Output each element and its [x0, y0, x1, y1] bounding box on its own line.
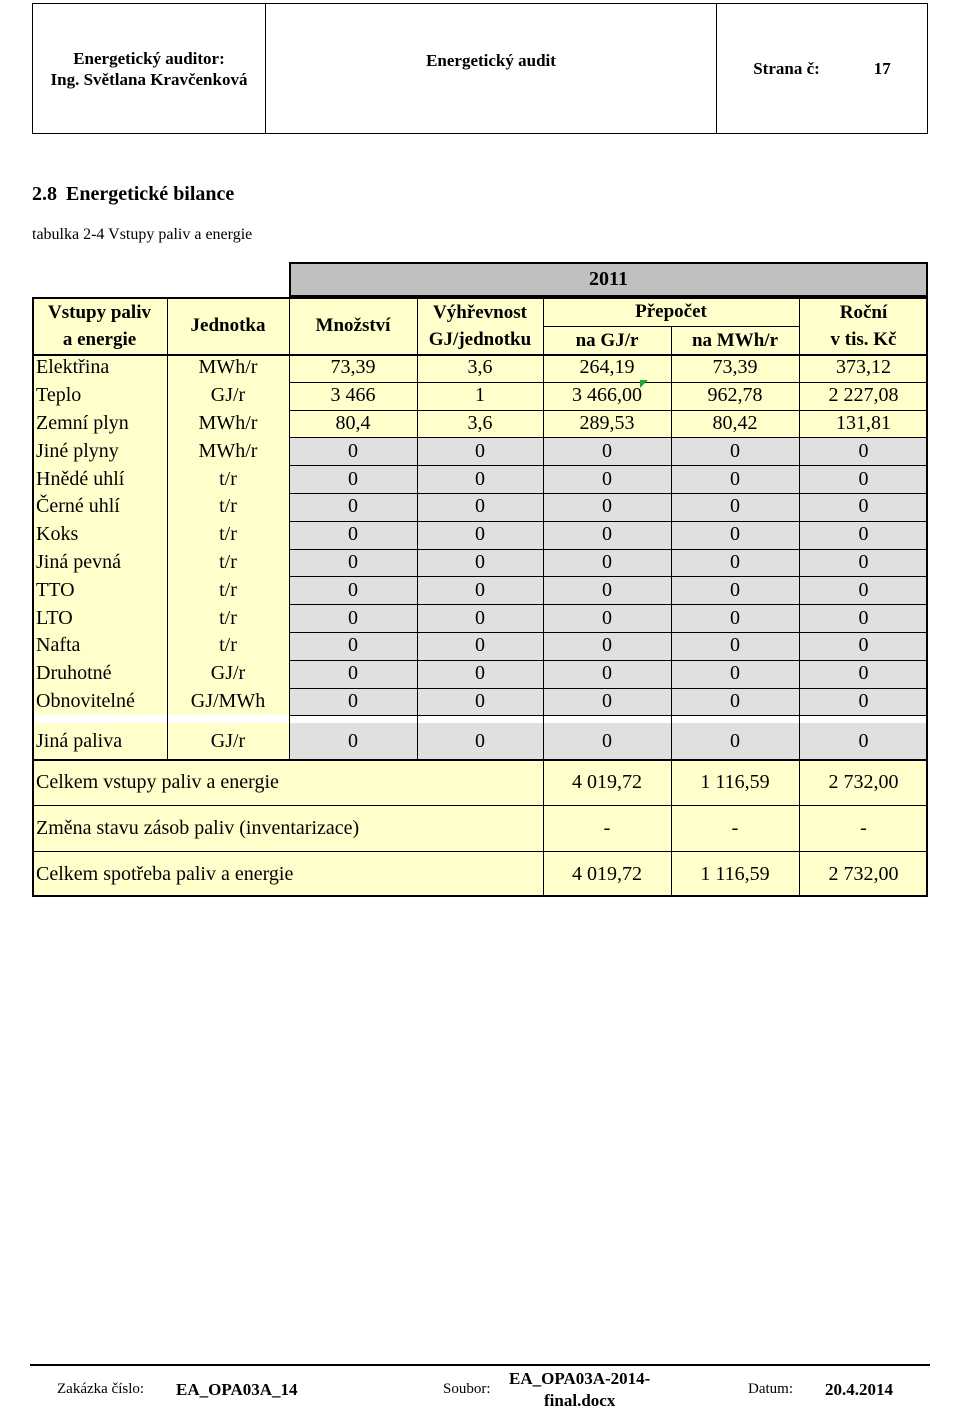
row-value: 0: [671, 576, 799, 604]
total-value: 1 116,59: [671, 851, 799, 897]
header-divider: [417, 297, 418, 354]
row-label: TTO: [32, 576, 167, 604]
total-value: -: [799, 805, 928, 851]
row-value: 0: [417, 632, 543, 660]
row-divider: [289, 521, 928, 522]
row-divider: [289, 715, 928, 716]
header-divider: [167, 297, 168, 354]
total-value: 2 732,00: [799, 759, 928, 805]
total-value: 2 732,00: [799, 851, 928, 897]
total-label: Celkem spotřeba paliv a energie: [32, 851, 543, 897]
row-value: 0: [799, 632, 928, 660]
row-value: 131,81: [799, 410, 928, 438]
row-value: 0: [543, 688, 671, 716]
row-unit: MWh/r: [167, 437, 289, 465]
col-header-mwh: na MWh/r: [671, 326, 799, 354]
row-value: 73,39: [289, 354, 417, 382]
footer-rule: [30, 1364, 930, 1366]
total-label: Celkem vstupy paliv a energie: [32, 759, 543, 805]
page-number: 17: [873, 59, 891, 78]
row-value: 0: [671, 437, 799, 465]
row-value: 0: [417, 688, 543, 716]
row-unit: t/r: [167, 521, 289, 549]
section-title: Energetické bilance: [66, 183, 235, 205]
auditor-label: Energetický auditor:: [73, 48, 225, 68]
row-value: 0: [543, 723, 671, 759]
row-value: 373,12: [799, 354, 928, 382]
row-value: 0: [289, 688, 417, 716]
row-value: 80,42: [671, 410, 799, 438]
row-value: 0: [289, 465, 417, 493]
total-value: 4 019,72: [543, 851, 671, 897]
row-unit: t/r: [167, 465, 289, 493]
col-header-annual-cost-line2: v tis. Kč: [830, 328, 897, 350]
row-value: 0: [671, 549, 799, 577]
row-divider: [289, 632, 928, 633]
row-value: 73,39: [671, 354, 799, 382]
row-unit: t/r: [167, 549, 289, 577]
col-header-calorific-line2: GJ/jednotku: [428, 328, 532, 350]
column-divider: [543, 759, 544, 897]
row-value: 2 227,08: [799, 382, 928, 410]
row-value: 0: [417, 465, 543, 493]
page-label: Strana č:: [753, 59, 820, 78]
row-value: 0: [543, 549, 671, 577]
header-divider: [671, 326, 672, 354]
row-value: 0: [671, 465, 799, 493]
row-value: 0: [799, 437, 928, 465]
row-value: 0: [671, 688, 799, 716]
row-value: 0: [289, 549, 417, 577]
row-value: 0: [289, 604, 417, 632]
footer-file-value-line1: EA_OPA03A-2014-: [509, 1369, 651, 1388]
col-header-annual-cost: [799, 297, 928, 354]
auditor-name: Ing. Světlana Kravčenková: [50, 69, 248, 89]
col-header-input: [32, 297, 167, 354]
row-label: Elektřina: [32, 354, 167, 382]
row-value: 3 466,00: [543, 382, 671, 410]
row-divider: [32, 851, 928, 852]
row-label: Druhotné: [32, 660, 167, 688]
row-label: Jiná pevná: [32, 549, 167, 577]
row-value: 0: [289, 493, 417, 521]
section-rule: [32, 759, 928, 761]
row-label: Koks: [32, 521, 167, 549]
row-value: 0: [671, 660, 799, 688]
row-value: 0: [417, 723, 543, 759]
row-value: 0: [417, 437, 543, 465]
row-divider: [289, 493, 928, 494]
cell-comment-marker: [640, 380, 648, 388]
column-divider: [799, 759, 800, 897]
row-value: 0: [417, 604, 543, 632]
total-value: -: [671, 805, 799, 851]
row-label: Jiné plyny: [32, 437, 167, 465]
row-divider: [289, 576, 928, 577]
col-header-conversion: Přepočet: [543, 297, 799, 326]
row-value: 0: [671, 632, 799, 660]
row-value: 0: [543, 437, 671, 465]
table-border: [32, 297, 34, 897]
row-value: 0: [543, 493, 671, 521]
row-value: 0: [799, 723, 928, 759]
row-divider: [289, 549, 928, 550]
row-label: Nafta: [32, 632, 167, 660]
row-label: Černé uhlí: [32, 493, 167, 521]
row-divider: [289, 382, 928, 383]
column-divider: [289, 354, 290, 759]
energy-input-table: [32, 262, 928, 898]
row-value: 0: [799, 465, 928, 493]
row-value: 0: [543, 465, 671, 493]
table-border: [32, 895, 928, 897]
col-header-unit: Jednotka: [167, 297, 289, 354]
column-divider: [671, 759, 672, 897]
row-unit: GJ/r: [167, 723, 289, 759]
col-header-quantity: Množství: [289, 297, 417, 354]
row-value: 1: [417, 382, 543, 410]
row-value: 0: [799, 688, 928, 716]
header-divider: [543, 326, 799, 327]
footer-order-label: Zakázka číslo:: [57, 1381, 145, 1397]
document-title: Energetický audit: [426, 51, 556, 70]
col-header-gj: na GJ/r: [543, 326, 671, 354]
row-unit: MWh/r: [167, 354, 289, 382]
row-unit: MWh/r: [167, 410, 289, 438]
page-number-block: [717, 4, 927, 133]
row-value: 80,4: [289, 410, 417, 438]
total-value: -: [543, 805, 671, 851]
row-divider: [289, 604, 928, 605]
row-value: 0: [543, 632, 671, 660]
row-divider: [289, 688, 928, 689]
row-value: 0: [543, 660, 671, 688]
row-value: 0: [289, 632, 417, 660]
row-divider: [289, 660, 928, 661]
row-divider: [289, 465, 928, 466]
row-value: 289,53: [543, 410, 671, 438]
section-number: 2.8: [32, 183, 57, 205]
footer-order-value: EA_OPA03A_14: [176, 1380, 298, 1399]
row-value: 0: [543, 576, 671, 604]
header-divider: [799, 297, 800, 354]
total-value: 1 116,59: [671, 759, 799, 805]
page-header: [32, 3, 928, 134]
row-value: 3,6: [417, 354, 543, 382]
row-value: 962,78: [671, 382, 799, 410]
column-divider: [671, 354, 672, 759]
row-label: Obnovitelné: [32, 688, 167, 716]
column-divider: [167, 354, 168, 759]
row-value: 0: [417, 660, 543, 688]
row-divider: [289, 437, 928, 438]
header-divider: [289, 297, 290, 354]
footer-file-value-line2: final.docx: [544, 1391, 616, 1410]
row-value: 3 466: [289, 382, 417, 410]
row-value: 0: [799, 493, 928, 521]
column-divider: [543, 354, 544, 759]
row-value: 0: [417, 521, 543, 549]
section-heading: [32, 183, 234, 206]
row-unit: GJ/MWh: [167, 688, 289, 716]
row-unit: GJ/r: [167, 382, 289, 410]
row-label: Teplo: [32, 382, 167, 410]
row-value: 0: [289, 576, 417, 604]
row-value: 0: [799, 549, 928, 577]
row-value: 0: [289, 521, 417, 549]
row-value: 0: [799, 604, 928, 632]
row-value: 0: [289, 723, 417, 759]
row-value: 0: [799, 521, 928, 549]
footer-file-label: Soubor:: [443, 1381, 491, 1397]
footer-file-value: [509, 1368, 650, 1412]
row-divider: [32, 805, 928, 806]
row-unit: t/r: [167, 576, 289, 604]
row-value: 0: [799, 576, 928, 604]
row-value: 0: [289, 437, 417, 465]
row-label: LTO: [32, 604, 167, 632]
auditor-block: [33, 4, 266, 133]
row-label: Zemní plyn: [32, 410, 167, 438]
row-unit: GJ/r: [167, 660, 289, 688]
row-unit: t/r: [167, 493, 289, 521]
row-value: 0: [543, 521, 671, 549]
row-label: Jiná paliva: [32, 723, 167, 759]
row-value: 0: [671, 521, 799, 549]
table-border: [926, 262, 928, 897]
row-value: 0: [289, 660, 417, 688]
row-value: 0: [417, 576, 543, 604]
col-header-input-line2: a energie: [62, 328, 137, 350]
row-value: 0: [671, 493, 799, 521]
row-value: 264,19: [543, 354, 671, 382]
total-label: Změna stavu zásob paliv (inventarizace): [32, 805, 543, 851]
row-unit: t/r: [167, 604, 289, 632]
row-value: 0: [543, 604, 671, 632]
column-divider: [799, 354, 800, 759]
row-value: 0: [671, 604, 799, 632]
row-value: 0: [671, 723, 799, 759]
row-value: 3,6: [417, 410, 543, 438]
row-value: 0: [799, 660, 928, 688]
year-band: 2011: [289, 262, 928, 297]
col-header-annual-cost-line1: Roční: [839, 301, 888, 323]
row-divider: [289, 410, 928, 411]
table-caption: tabulka 2-4 Vstupy paliv a energie: [32, 226, 253, 243]
col-header-input-line1: Vstupy paliv: [48, 301, 151, 323]
col-header-calorific: [417, 297, 543, 354]
row-unit: t/r: [167, 632, 289, 660]
row-value: 0: [417, 493, 543, 521]
footer-date-label: Datum:: [748, 1381, 793, 1397]
total-value: 4 019,72: [543, 759, 671, 805]
column-divider: [417, 354, 418, 759]
row-value: 0: [417, 549, 543, 577]
row-label: Hnědé uhlí: [32, 465, 167, 493]
document-title-block: [266, 4, 717, 133]
col-header-calorific-line1: Výhřevnost: [433, 301, 527, 323]
footer-date-value: 20.4.2014: [825, 1380, 893, 1399]
